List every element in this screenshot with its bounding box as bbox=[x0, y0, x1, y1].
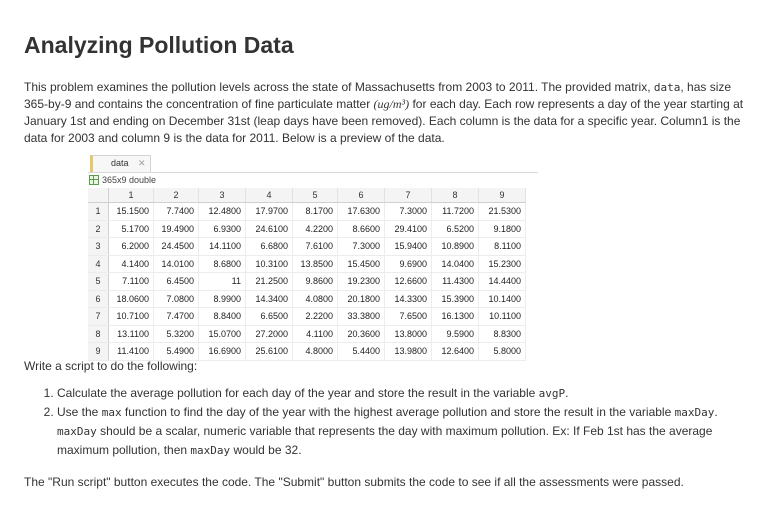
table-cell[interactable]: 15.1500 bbox=[109, 203, 154, 221]
step-2 bbox=[57, 403, 747, 460]
table-cell[interactable]: 33.3800 bbox=[338, 308, 385, 326]
table-cell[interactable]: 15.9400 bbox=[385, 238, 432, 256]
table-cell[interactable]: 25.6100 bbox=[246, 343, 293, 361]
table-row bbox=[88, 273, 526, 291]
row-header[interactable]: 3 bbox=[88, 238, 109, 256]
column-header[interactable]: 7 bbox=[385, 188, 432, 203]
table-cell[interactable]: 19.4900 bbox=[154, 220, 199, 238]
table-cell[interactable]: 29.4100 bbox=[385, 220, 432, 238]
table-cell[interactable]: 11 bbox=[199, 273, 246, 291]
table-cell[interactable]: 11.4100 bbox=[109, 343, 154, 361]
table-cell[interactable]: 14.0400 bbox=[432, 255, 479, 273]
table-cell[interactable]: 11.7200 bbox=[432, 203, 479, 221]
table-cell[interactable]: 2.2200 bbox=[293, 308, 338, 326]
table-cell[interactable]: 27.2000 bbox=[246, 325, 293, 343]
table-row bbox=[88, 220, 526, 238]
table-cell[interactable]: 21.5300 bbox=[479, 203, 526, 221]
tab-label: data bbox=[111, 158, 129, 168]
matrix-grid-icon bbox=[89, 175, 99, 185]
table-cell[interactable]: 4.1400 bbox=[109, 255, 154, 273]
table-cell[interactable]: 7.4700 bbox=[154, 308, 199, 326]
table-cell[interactable]: 14.3400 bbox=[246, 290, 293, 308]
table-cell[interactable]: 6.6500 bbox=[246, 308, 293, 326]
table-cell[interactable]: 4.2200 bbox=[293, 220, 338, 238]
table-row bbox=[88, 238, 526, 256]
unit-label: (ug/m³) bbox=[373, 97, 410, 111]
table-row bbox=[88, 325, 526, 343]
row-header[interactable]: 7 bbox=[88, 308, 109, 326]
row-header[interactable]: 5 bbox=[88, 273, 109, 291]
intro-text-3: for each day. Each row represents a day of the year starting at January 1st and ending on December 31st (leap days have been removed). Each column is the data for a specific year. Column1 is the data for 2003 and column 9 is the data for 2011. Below is a preview of the data. bbox=[24, 97, 744, 145]
table-row bbox=[88, 203, 526, 221]
column-header[interactable]: 8 bbox=[432, 188, 479, 203]
table-cell[interactable]: 13.8500 bbox=[293, 255, 338, 273]
table-cell[interactable]: 9.5900 bbox=[432, 325, 479, 343]
column-header[interactable]: 6 bbox=[338, 188, 385, 203]
table-cell[interactable]: 4.1100 bbox=[293, 325, 338, 343]
step-2-text-b: function to find the day of the year with the highest average pollution and store the result in the variable bbox=[121, 405, 675, 419]
table-cell[interactable]: 13.1100 bbox=[109, 325, 154, 343]
table-cell[interactable]: 15.3900 bbox=[432, 290, 479, 308]
table-cell[interactable]: 8.1100 bbox=[479, 238, 526, 256]
row-header[interactable]: 9 bbox=[88, 343, 109, 361]
table-cell[interactable]: 6.5200 bbox=[432, 220, 479, 238]
step-1 bbox=[57, 384, 747, 403]
row-header[interactable]: 1 bbox=[88, 203, 109, 221]
table-cell[interactable]: 5.1700 bbox=[109, 220, 154, 238]
table-cell[interactable]: 9.8600 bbox=[293, 273, 338, 291]
table-cell[interactable]: 15.0700 bbox=[199, 325, 246, 343]
task-steps-list bbox=[40, 384, 747, 460]
data-preview-table bbox=[88, 188, 526, 361]
footer-note: The "Run script" button executes the code. The "Submit" button submits the code to see if all the assessments were passed. bbox=[24, 475, 684, 489]
intro-text-1: This problem examines the pollution levels across the state of Massachusetts from 2003 to 2011. The provided matrix, bbox=[24, 80, 654, 94]
column-header[interactable]: 1 bbox=[109, 188, 154, 203]
table-row bbox=[88, 308, 526, 326]
var-data: data bbox=[653, 81, 681, 94]
row-header[interactable]: 6 bbox=[88, 290, 109, 308]
table-row bbox=[88, 255, 526, 273]
table-cell[interactable]: 24.6100 bbox=[246, 220, 293, 238]
table-cell[interactable]: 6.4500 bbox=[154, 273, 199, 291]
table-cell[interactable]: 17.6300 bbox=[338, 203, 385, 221]
column-header[interactable]: 4 bbox=[246, 188, 293, 203]
fn-max: max bbox=[101, 406, 122, 419]
table-cell[interactable]: 8.9900 bbox=[199, 290, 246, 308]
table-cell[interactable]: 4.0800 bbox=[293, 290, 338, 308]
table-cell[interactable]: 9.6900 bbox=[385, 255, 432, 273]
table-cell[interactable]: 7.7400 bbox=[154, 203, 199, 221]
table-cell[interactable]: 5.8000 bbox=[479, 343, 526, 361]
column-header[interactable]: 2 bbox=[154, 188, 199, 203]
table-cell[interactable]: 14.4400 bbox=[479, 273, 526, 291]
intro-text-2: , has size 365-by-9 and contains the concentration of fine particulate matter bbox=[24, 80, 732, 111]
table-cell[interactable]: 6.9300 bbox=[199, 220, 246, 238]
table-cell[interactable]: 18.0600 bbox=[109, 290, 154, 308]
table-cell[interactable]: 6.6800 bbox=[246, 238, 293, 256]
table-cell[interactable]: 24.4500 bbox=[154, 238, 199, 256]
table-cell[interactable]: 5.3200 bbox=[154, 325, 199, 343]
var-avgP: avgP bbox=[538, 387, 566, 400]
column-header[interactable]: 3 bbox=[199, 188, 246, 203]
table-cell[interactable]: 8.8300 bbox=[479, 325, 526, 343]
table-cell[interactable]: 8.6800 bbox=[199, 255, 246, 273]
var-maxDay: maxDay bbox=[674, 406, 715, 419]
table-cell[interactable]: 11.4300 bbox=[432, 273, 479, 291]
step-1-end: . bbox=[565, 386, 569, 400]
table-cell[interactable]: 14.1100 bbox=[199, 238, 246, 256]
table-cell[interactable]: 8.6600 bbox=[338, 220, 385, 238]
table-cell[interactable]: 8.1700 bbox=[293, 203, 338, 221]
table-cell[interactable]: 19.2300 bbox=[338, 273, 385, 291]
table-row bbox=[88, 290, 526, 308]
column-header[interactable]: 9 bbox=[479, 188, 526, 203]
page-title: Analyzing Pollution Data bbox=[24, 32, 294, 58]
tab-bar bbox=[88, 155, 538, 173]
task-intro: Write a script to do the following: bbox=[24, 359, 198, 373]
intro-paragraph bbox=[24, 79, 749, 147]
header-row bbox=[88, 188, 526, 203]
variable-viewer bbox=[88, 155, 538, 357]
corner-cell bbox=[88, 188, 109, 203]
table-cell[interactable]: 5.4400 bbox=[338, 343, 385, 361]
row-header[interactable]: 8 bbox=[88, 325, 109, 343]
table-cell[interactable]: 10.1100 bbox=[479, 308, 526, 326]
table-cell[interactable]: 21.2500 bbox=[246, 273, 293, 291]
table-cell[interactable]: 7.0800 bbox=[154, 290, 199, 308]
var-maxDay: maxDay bbox=[57, 425, 97, 438]
step-2-text-a: Use the bbox=[57, 405, 102, 419]
table-cell[interactable]: 17.9700 bbox=[246, 203, 293, 221]
table-cell[interactable]: 10.7100 bbox=[109, 308, 154, 326]
table-cell[interactable]: 8.8400 bbox=[199, 308, 246, 326]
var-maxDay: maxDay bbox=[190, 444, 231, 457]
table-cell[interactable]: 15.4500 bbox=[338, 255, 385, 273]
table-cell[interactable]: 13.8000 bbox=[385, 325, 432, 343]
step-2-text-c: . bbox=[714, 405, 718, 419]
table-cell[interactable]: 14.3300 bbox=[385, 290, 432, 308]
tab-data[interactable] bbox=[90, 155, 151, 172]
table-cell[interactable]: 14.0100 bbox=[154, 255, 199, 273]
table-cell[interactable]: 4.8000 bbox=[293, 343, 338, 361]
table-cell[interactable]: 16.6900 bbox=[199, 343, 246, 361]
table-cell[interactable]: 10.1400 bbox=[479, 290, 526, 308]
table-cell[interactable]: 6.2000 bbox=[109, 238, 154, 256]
table-cell[interactable]: 20.3600 bbox=[338, 325, 385, 343]
table-cell[interactable]: 10.3100 bbox=[246, 255, 293, 273]
variable-type-bar bbox=[88, 173, 156, 187]
table-cell[interactable]: 20.1800 bbox=[338, 290, 385, 308]
row-header[interactable]: 2 bbox=[88, 220, 109, 238]
table-cell[interactable]: 9.1800 bbox=[479, 220, 526, 238]
table-cell[interactable]: 5.4900 bbox=[154, 343, 199, 361]
table-cell[interactable]: 7.6500 bbox=[385, 308, 432, 326]
row-header[interactable]: 4 bbox=[88, 255, 109, 273]
step-2-text-d: should be a scalar, numeric variable that represents the day with maximum pollution. Ex: If Feb 1st has the average maximum pollution, then bbox=[57, 424, 713, 457]
close-icon[interactable]: ✕ bbox=[138, 158, 146, 168]
table-cell[interactable]: 7.6100 bbox=[293, 238, 338, 256]
table-cell[interactable]: 13.9800 bbox=[385, 343, 432, 361]
table-cell[interactable]: 7.3000 bbox=[338, 238, 385, 256]
table-cell[interactable]: 16.1300 bbox=[432, 308, 479, 326]
step-2-text-e: would be 32. bbox=[230, 443, 302, 457]
column-header[interactable]: 5 bbox=[293, 188, 338, 203]
table-cell[interactable]: 7.3000 bbox=[385, 203, 432, 221]
variable-type-label: 365x9 double bbox=[102, 175, 157, 185]
table-cell[interactable]: 12.6600 bbox=[385, 273, 432, 291]
table-cell[interactable]: 7.1100 bbox=[109, 273, 154, 291]
step-1-text: Calculate the average pollution for each day of the year and store the result in the variable bbox=[57, 386, 539, 400]
table-cell[interactable]: 12.4800 bbox=[199, 203, 246, 221]
table-cell[interactable]: 10.8900 bbox=[432, 238, 479, 256]
table-cell[interactable]: 15.2300 bbox=[479, 255, 526, 273]
table-cell[interactable]: 12.6400 bbox=[432, 343, 479, 361]
